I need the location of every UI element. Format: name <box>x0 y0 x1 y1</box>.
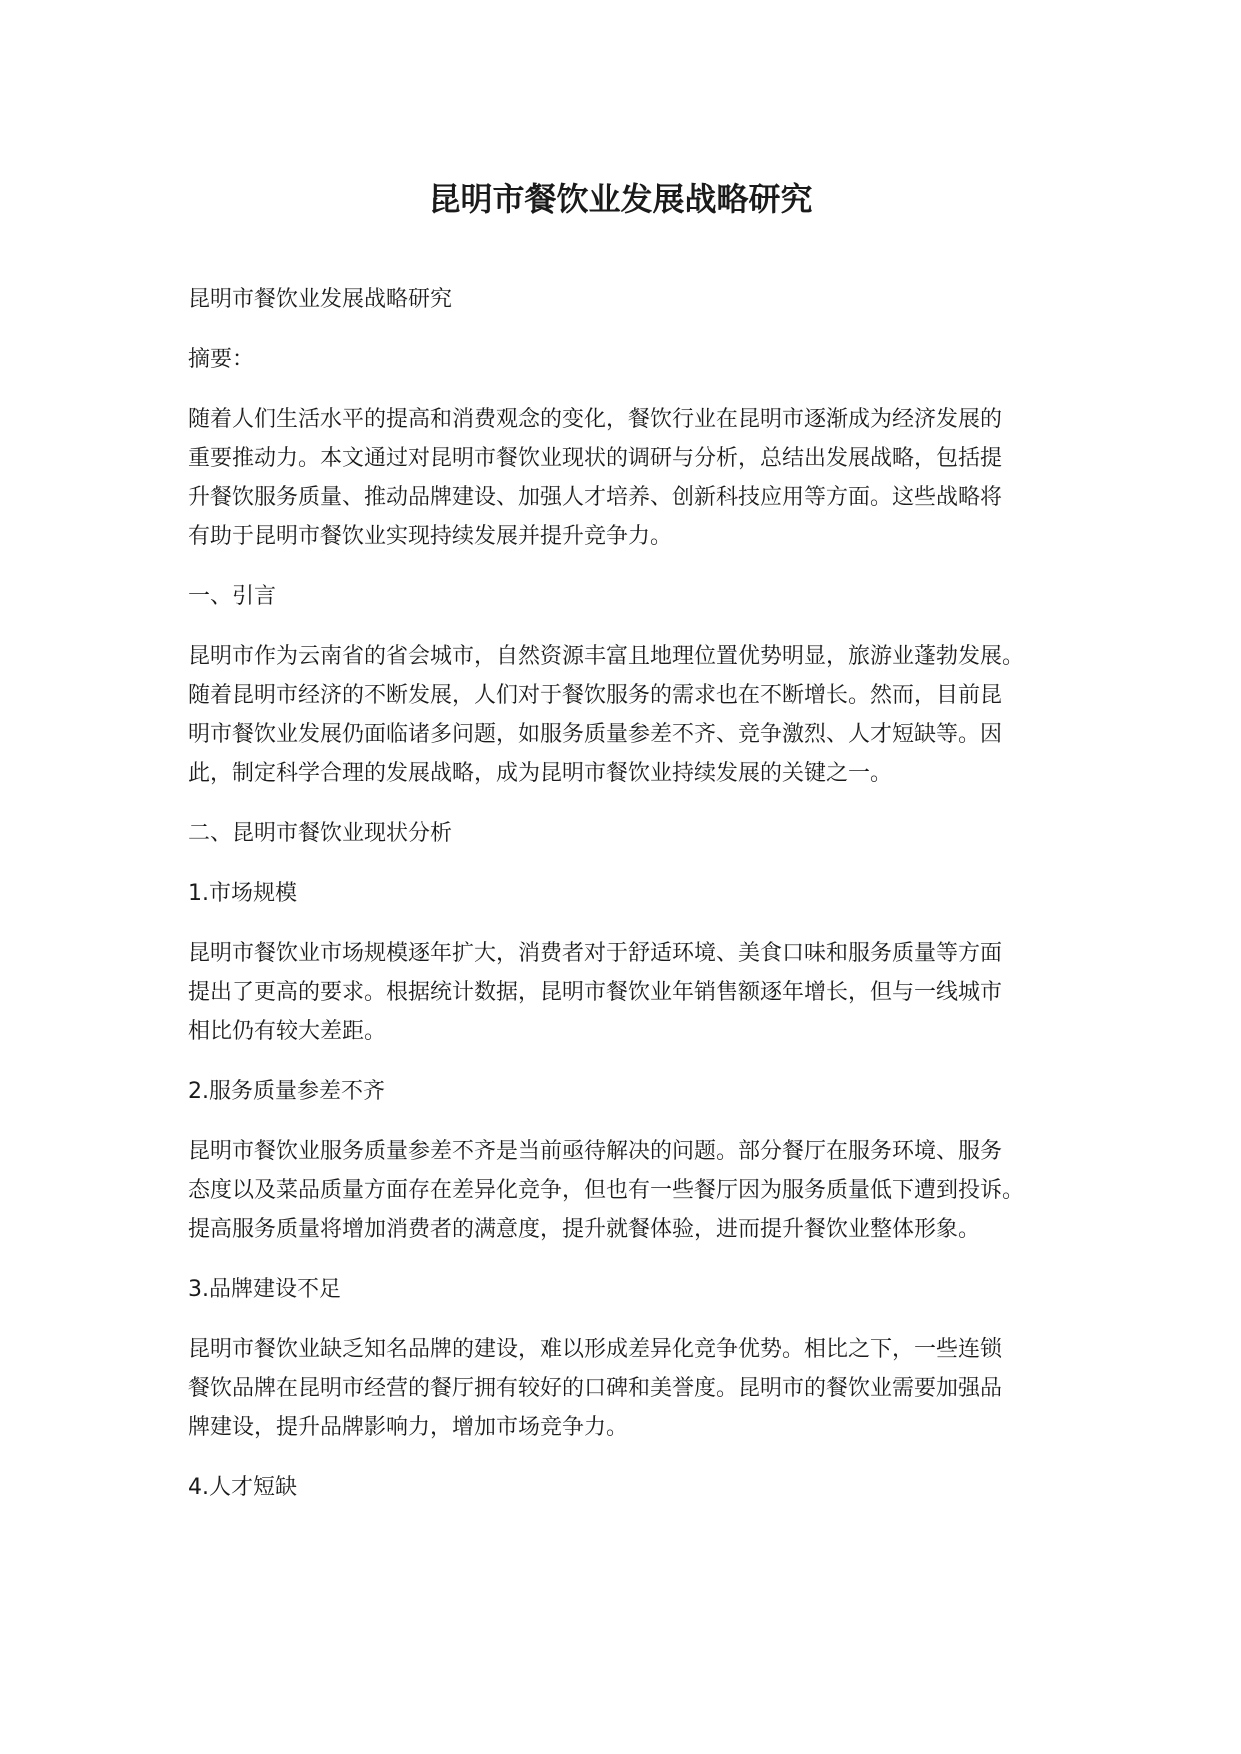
abstract-heading <box>188 340 1078 379</box>
text-line: 4.人才短缺 <box>188 1475 297 1500</box>
text-line: 有助于昆明市餐饮业实现持续发展并提升竞争力。 <box>188 524 673 549</box>
introduction-paragraph <box>188 637 1078 793</box>
document-body <box>188 280 1078 1528</box>
section-heading-introduction <box>188 577 1078 616</box>
market-size-paragraph <box>188 934 1078 1051</box>
text-line: 3.品牌建设不足 <box>188 1277 341 1302</box>
text-line: 餐饮品牌在昆明市经营的餐厅拥有较好的口碑和美誉度。昆明市的餐饮业需要加强品 <box>188 1376 1003 1401</box>
section-heading-status-analysis <box>188 814 1078 853</box>
text-line: 随着昆明市经济的不断发展，人们对于餐饮服务的需求也在不断增长。然而，目前昆 <box>188 683 1003 708</box>
text-line: 昆明市餐饮业发展战略研究 <box>188 287 453 312</box>
text-line: 2.服务质量参差不齐 <box>188 1079 385 1104</box>
subheading-talent-shortage <box>188 1468 1078 1507</box>
text-line: 昆明市作为云南省的省会城市，自然资源丰富且地理位置优势明显，旅游业蓬勃发展。 <box>188 644 1025 669</box>
text-line: 一、引言 <box>188 584 277 609</box>
subheading-service-quality <box>188 1072 1078 1111</box>
text-line: 昆明市餐饮业市场规模逐年扩大，消费者对于舒适环境、美食口味和服务质量等方面 <box>188 941 1003 966</box>
brand-building-paragraph <box>188 1330 1078 1447</box>
text-line: 二、昆明市餐饮业现状分析 <box>188 821 453 846</box>
service-quality-paragraph <box>188 1132 1078 1249</box>
text-line: 昆明市餐饮业缺乏知名品牌的建设，难以形成差异化竞争优势。相比之下，一些连锁 <box>188 1337 1003 1362</box>
text-line: 牌建设，提升品牌影响力，增加市场竞争力。 <box>188 1415 629 1440</box>
document-title: 昆明市餐饮业发展战略研究 <box>428 180 813 218</box>
subheading-market-size <box>188 874 1078 913</box>
text-line: 1.市场规模 <box>188 881 297 906</box>
text-line: 提出了更高的要求。根据统计数据，昆明市餐饮业年销售额逐年增长，但与一线城市 <box>188 980 1003 1005</box>
text-line: 摘要： <box>188 347 255 372</box>
text-line: 明市餐饮业发展仍面临诸多问题，如服务质量参差不齐、竞争激烈、人才短缺等。因 <box>188 722 1003 747</box>
text-line: 相比仍有较大差距。 <box>188 1019 387 1044</box>
text-line: 升餐饮服务质量、推动品牌建设、加强人才培养、创新科技应用等方面。这些战略将 <box>188 485 1003 510</box>
subheading-brand-building <box>188 1270 1078 1309</box>
text-line: 态度以及菜品质量方面存在差异化竞争，但也有一些餐厅因为服务质量低下遭到投诉。 <box>188 1178 1025 1203</box>
text-line: 提高服务质量将增加消费者的满意度，提升就餐体验，进而提升餐饮业整体形象。 <box>188 1217 981 1242</box>
abstract-paragraph <box>188 400 1078 556</box>
text-line: 随着人们生活水平的提高和消费观念的变化，餐饮行业在昆明市逐渐成为经济发展的 <box>188 407 1003 432</box>
text-line: 重要推动力。本文通过对昆明市餐饮业现状的调研与分析，总结出发展战略，包括提 <box>188 446 1003 471</box>
subtitle-paragraph <box>188 280 1078 319</box>
text-line: 此，制定科学合理的发展战略，成为昆明市餐饮业持续发展的关键之一。 <box>188 761 893 786</box>
text-line: 昆明市餐饮业服务质量参差不齐是当前亟待解决的问题。部分餐厅在服务环境、服务 <box>188 1139 1003 1164</box>
